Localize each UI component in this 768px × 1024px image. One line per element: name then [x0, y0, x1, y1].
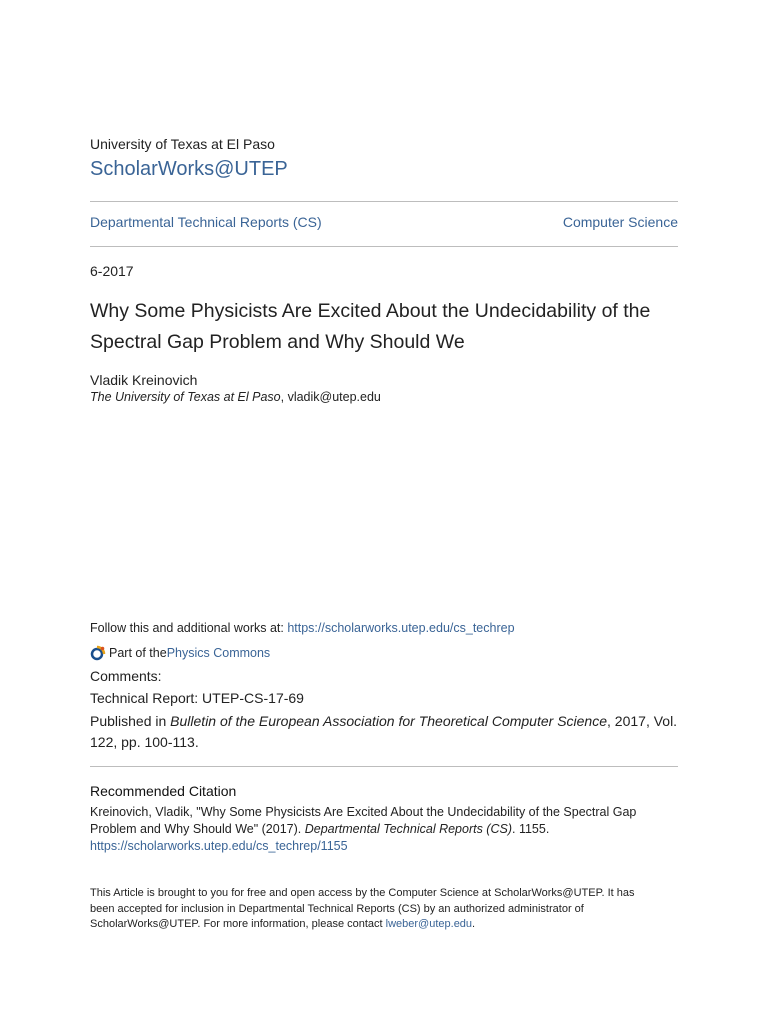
publication-date: 6-2017 [90, 263, 134, 279]
collection-link[interactable]: Departmental Technical Reports (CS) [90, 214, 322, 230]
follow-prefix: Follow this and additional works at: [90, 621, 288, 635]
department-link[interactable]: Computer Science [562, 214, 678, 230]
citation-number: . 1155. [512, 822, 550, 836]
physics-commons-link[interactable]: Physics Commons [166, 646, 271, 660]
bepress-commons-icon [90, 645, 106, 661]
citation-link[interactable]: https://scholarworks.utep.edu/cs_techrep/1155 [90, 839, 348, 853]
part-of-prefix: Part of the [109, 646, 167, 660]
follow-line [90, 621, 515, 635]
citation-text [90, 804, 650, 855]
author-name: Vladik Kreinovich [90, 372, 198, 388]
published-prefix: Published in [90, 713, 171, 729]
institution-name: University of Texas at El Paso [90, 136, 275, 152]
journal-name: Bulletin of the European Association for Theoretical Computer Science [170, 713, 608, 729]
author-email: vladik@utep.edu [287, 390, 381, 404]
article-title: Why Some Physicists Are Excited About the Undecidability of the Spectral Gap Problem and Why Should We [90, 300, 651, 353]
citation-series: Departmental Technical Reports (CS) [304, 822, 512, 836]
affiliation-name: The University of Texas at El Paso [90, 390, 281, 404]
access-notice-text: This Article is brought to you for free and open access by the Computer Science at ScholarWorks@UTEP. It has been accepted for inclusion in Departmental Technical Reports (CS) by an authorized administrator of ScholarWorks@UTEP. For more information, please contact [90, 887, 635, 930]
citation-body: Kreinovich, Vladik, "Why Some Physicists Are Excited About the Undecidability of the Spectral Gap Problem and Why Should We" (2017). [90, 805, 637, 836]
follow-link[interactable]: https://scholarworks.utep.edu/cs_techrep [287, 621, 515, 635]
tech-report-number: Technical Report: UTEP-CS-17-69 [90, 690, 304, 706]
divider-top [90, 201, 678, 202]
access-notice [90, 886, 650, 933]
repository-link[interactable]: ScholarWorks@UTEP [90, 158, 288, 180]
affiliation-separator: , [280, 390, 288, 404]
citation-heading: Recommended Citation [90, 783, 237, 799]
author-affiliation [90, 390, 381, 404]
contact-email-link[interactable]: lweber@utep.edu [385, 918, 473, 930]
part-of-line [90, 645, 270, 661]
access-notice-end: . [472, 918, 476, 930]
comments-label: Comments: [90, 668, 162, 684]
published-details: , 2017, Vol. 122, pp. 100-113. [90, 713, 678, 750]
divider-citation [90, 766, 678, 767]
published-in [90, 711, 678, 753]
divider-nav [90, 246, 678, 247]
